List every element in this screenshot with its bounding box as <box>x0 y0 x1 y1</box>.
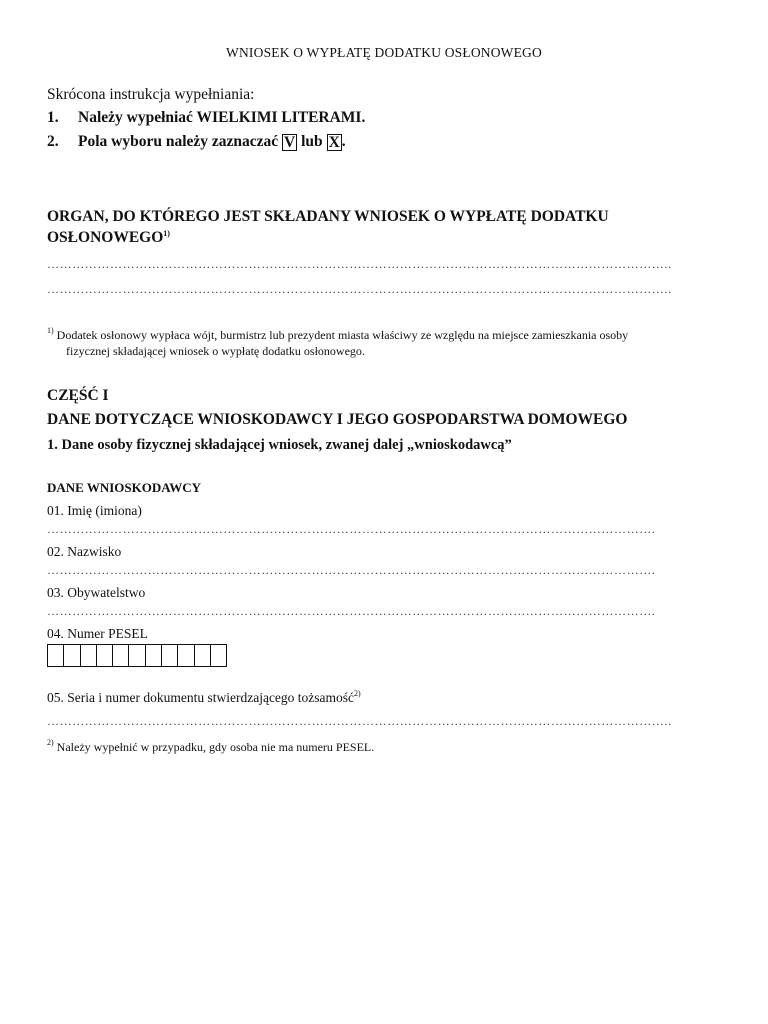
field-02-input[interactable]: ………………………………………………………………………………………………………………………………. <box>47 563 656 577</box>
instruction-item-1 <box>47 109 365 127</box>
field-05-label-text: 05. Seria i numer dokumentu stwierdzającego tożsamość <box>47 690 355 705</box>
form-title: WNIOSEK O WYPŁATĘ DODATKU OSŁONOWEGO <box>226 45 542 60</box>
instruction-item-1-number: 1. <box>47 109 59 126</box>
field-03-label: 03. Obywatelstwo <box>47 585 146 600</box>
field-01-label: 01. Imię (imiona) <box>47 503 142 518</box>
pesel-input-boxes[interactable] <box>47 644 227 667</box>
footnote-2 <box>47 738 374 755</box>
instruction-item-2-number: 2. <box>47 133 59 150</box>
pesel-digit-box[interactable] <box>128 644 145 667</box>
organ-heading-text: OSŁONOWEGO <box>47 229 164 246</box>
pesel-digit-box[interactable] <box>63 644 80 667</box>
footnote-1-marker: 1) <box>47 326 54 335</box>
footnote-2-text: Należy wypełnić w przypadku, gdy osoba nie ma numeru PESEL. <box>56 740 375 754</box>
pesel-digit-box[interactable] <box>177 644 194 667</box>
pesel-digit-box[interactable] <box>145 644 162 667</box>
instruction-item-2 <box>47 133 346 151</box>
footnote-1-line1 <box>47 326 628 343</box>
section-1-title: 1. Dane osoby fizycznej składającej wniosek, zwanej dalej „wnioskodawcą” <box>47 437 512 453</box>
instruction-item-2-or: lub <box>301 133 323 150</box>
footnote-ref-2: 2) <box>354 689 361 698</box>
part-1-heading: CZĘŚĆ I <box>47 387 109 404</box>
pesel-digit-box[interactable] <box>210 644 227 667</box>
applicant-data-heading: DANE WNIOSKODAWCY <box>47 480 201 495</box>
checkbox-example-x: X <box>328 134 340 151</box>
footnote-1-line2: fizycznej składającej wniosek o wypłatę dodatku osłonowego. <box>66 344 365 358</box>
pesel-digit-box[interactable] <box>194 644 211 667</box>
footnote-2-marker: 2) <box>47 738 54 747</box>
footnote-1-text: Dodatek osłonowy wypłaca wójt, burmistrz lub prezydent miasta właściwy ze względu na miejsce zamieszkania osoby <box>56 328 629 342</box>
pesel-digit-box[interactable] <box>47 644 64 667</box>
field-01-input[interactable]: ………………………………………………………………………………………………………………………………. <box>47 522 656 536</box>
field-03-input[interactable]: ………………………………………………………………………………………………………………………………. <box>47 604 656 618</box>
organ-field-line-2[interactable]: ………………………………………………………………………………………………………………………………….. <box>47 282 672 296</box>
instruction-item-2-period: . <box>341 133 346 150</box>
part-1-subheading: DANE DOTYCZĄCE WNIOSKODAWCY I JEGO GOSPODARSTWA DOMOWEGO <box>47 411 628 428</box>
instructions-heading: Skrócona instrukcja wypełniania: <box>47 86 255 103</box>
pesel-digit-box[interactable] <box>161 644 178 667</box>
pesel-digit-box[interactable] <box>80 644 97 667</box>
checkbox-example-v: V <box>284 134 296 151</box>
instruction-item-2-text: Pola wyboru należy zaznaczać <box>78 133 279 150</box>
field-02-label: 02. Nazwisko <box>47 544 122 559</box>
instruction-item-1-text: Należy wypełniać WIELKIMI LITERAMI. <box>78 109 366 126</box>
field-05-input[interactable]: ………………………………………………………………………………………………………………………………….. <box>47 714 672 728</box>
field-04-label: 04. Numer PESEL <box>47 626 148 641</box>
organ-heading-line2 <box>47 229 170 247</box>
organ-heading-line1: ORGAN, DO KTÓREGO JEST SKŁADANY WNIOSEK O WYPŁATĘ DODATKU <box>47 208 609 225</box>
field-05-label <box>47 689 361 706</box>
pesel-digit-box[interactable] <box>112 644 129 667</box>
footnote-ref-1: 1) <box>163 229 170 238</box>
organ-field-line-1[interactable]: ………………………………………………………………………………………………………………………………….. <box>47 257 672 271</box>
pesel-digit-box[interactable] <box>96 644 113 667</box>
